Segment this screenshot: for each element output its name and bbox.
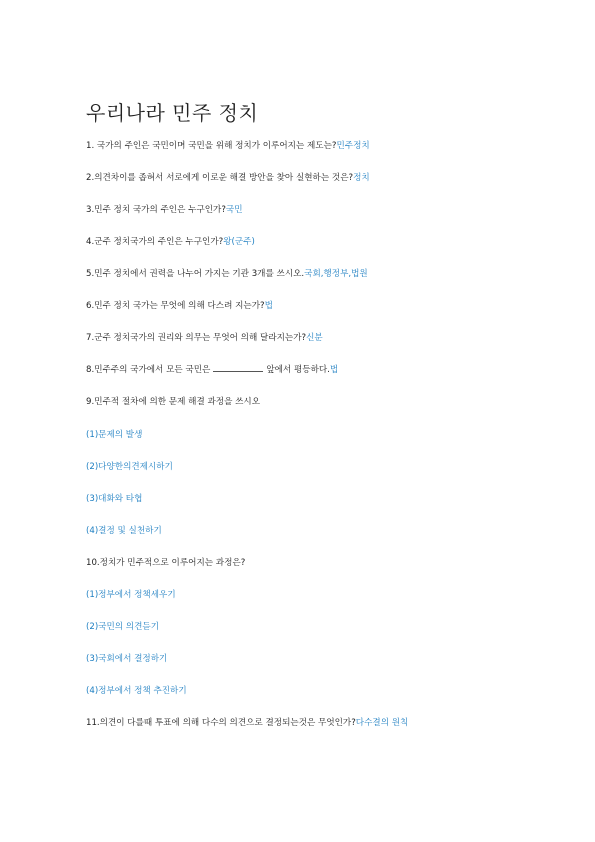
answer-10-step-3: (3)국회에서 결정하기 bbox=[86, 654, 168, 664]
question-3: 3.민주 정치 국가의 주인은 누구인가?국민 bbox=[86, 205, 243, 215]
answer-2: 정치 bbox=[353, 173, 370, 183]
answer-8: 법 bbox=[329, 365, 339, 375]
answer-9-step-3: (3)대화와 타협 bbox=[86, 494, 143, 504]
question-10: 10.정치가 민주적으로 이루어지는 과정은? bbox=[86, 558, 246, 568]
question-1: 1. 국가의 주인은 국민이며 국민을 위해 정치가 이루어지는 제도는?민주정치 bbox=[86, 141, 370, 151]
answer-5: 국회,행정부,법원 bbox=[304, 269, 368, 279]
answer-10-step-4: (4)정부에서 정책 추진하기 bbox=[86, 686, 187, 696]
question-9: 9.민주적 절차에 의한 문제 해결 과정을 쓰시오 bbox=[86, 397, 261, 407]
answer-9-step-4: (4)결정 및 실천하기 bbox=[86, 526, 162, 536]
question-7: 7.군주 정치국가의 권리와 의무는 무엇어 의해 달라지는가?신분 bbox=[86, 333, 323, 343]
question-5: 5.민주 정치에서 권력을 나누어 가지는 기관 3개를 쓰시오.국회,행정부,법원 bbox=[86, 269, 368, 279]
page-title: 우리나라 민주 정치 bbox=[86, 101, 259, 125]
answer-6: 법 bbox=[264, 301, 273, 311]
question-4: 4.군주 정치국가의 주인은 누구인가?왕(군주) bbox=[86, 237, 255, 247]
fill-in-blank bbox=[213, 370, 263, 372]
answer-7: 신분 bbox=[306, 333, 323, 343]
answer-1: 민주정치 bbox=[336, 141, 370, 151]
answer-11: 다수결의 원칙 bbox=[355, 718, 409, 728]
answer-4: 왕(군주) bbox=[223, 237, 255, 247]
answer-3: 국민 bbox=[225, 205, 243, 215]
answer-10-step-1: (1)정부에서 정책세우기 bbox=[86, 590, 176, 600]
answer-9-step-1: (1)문제의 발생 bbox=[86, 430, 143, 440]
question-6: 6.민주 정치 국가는 무엇에 의해 다스려 지는가?법 bbox=[86, 301, 273, 311]
question-2: 2.의견차이를 좁혀서 서로에게 이로운 해결 방안을 찾아 실현하는 것은?정치 bbox=[86, 173, 370, 183]
answer-9-step-2: (2)다양한의견제시하기 bbox=[86, 462, 173, 472]
question-11: 11.의견이 다를때 투표에 의해 다수의 의견으로 결정되는것은 무엇인가?다수결의 원칙 bbox=[86, 718, 409, 728]
question-8: 8.민주주의 국가에서 모든 국민은 앞에서 평등하다.법 bbox=[86, 365, 339, 375]
answer-10-step-2: (2)국민의 의견듣기 bbox=[86, 622, 160, 632]
